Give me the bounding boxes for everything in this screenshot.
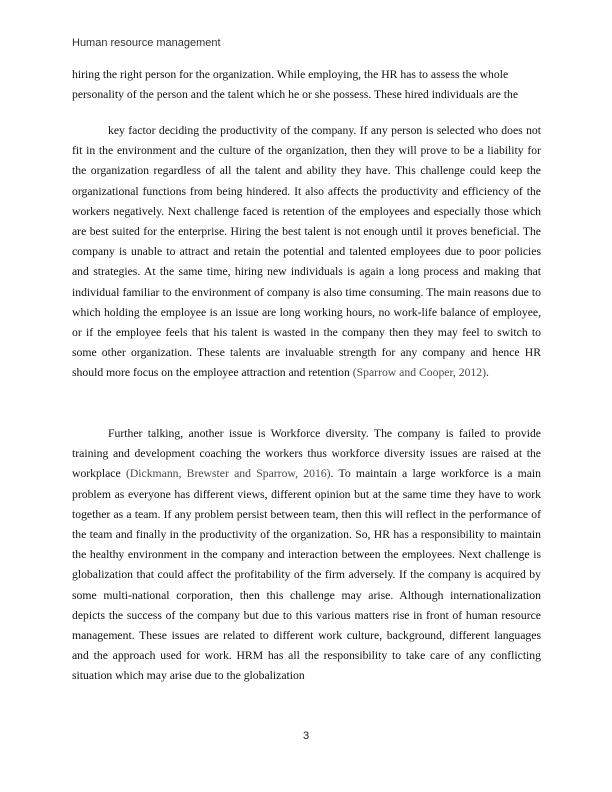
paragraph-3-text-start: Further talking, another issue is Workforce diversity. The company is failed to provide training and development coaching the workers thus workforce diversity issues are raised at the workplace [72,427,541,481]
paragraph-2-end: . [486,366,489,380]
paragraph-2 [72,121,541,384]
paragraph-1: hiring the right person for the organization. While employing, the HR has to assess the whole personality of the person and the talent which he or she possess. These hired individuals are the [72,68,519,102]
paragraph-3-text-end: . To maintain a large workforce is a main problem as everyone has different views, different opinion but at the same time they have to work together as a team. If any problem persist between team, then this will reflect in the performance of the team and finally in the productivity of the organization. So, HR has a responsibility to maintain the healthy environment in the company and interaction between the employees. Next challenge is globalization that could affect the profitability of the firm adversely. If the company is acquired by some multi-national corporation, then this challenge may arise. Although internationalization depicts the success of the company but due to this various matters rise in front of human resource management. These issues are related to different work culture, background, different languages and the approach used for work. HRM has all the responsibility to take care of any conflicting situation which may arise due to the globalization [72,467,542,683]
page-number: 3 [302,730,310,742]
citation-dickmann-brewster-sparrow: (Dickmann, Brewster and Sparrow, 2016) [125,467,331,481]
paragraph-2-text: key factor deciding the productivity of the company. If any person is selected who does not fit in the environment and the culture of the organization, then they will prove to be a liability for the organization regardless of all the talent and ability they have. This challenge could keep the organizational functions from being hindered. It also affects the productivity and efficiency of the workers negatively. Next challenge faced is retention of the employees and especially those which are best suited for the enterprise. Hiring the best talent is not enough until it proves beneficial. The company is unable to attract and retain the potential and talented employees due to poor policies and strategies. At the same time, hiring new individuals is again a long process and making that individual familiar to the environment of company is also time consuming. The main reasons due to which holding the employee is an issue are long working hours, no work-life balance of employee, or if the employee feels that his talent is wasted in the company then they may feel to switch to some other organization. These talents are invaluable strength for any company and hence HR should more focus on the employee attraction and retention [72,124,541,380]
running-header: Human resource management [72,37,221,49]
citation-sparrow-cooper: (Sparrow and Cooper, 2012) [352,366,487,380]
paragraph-3 [72,424,541,687]
